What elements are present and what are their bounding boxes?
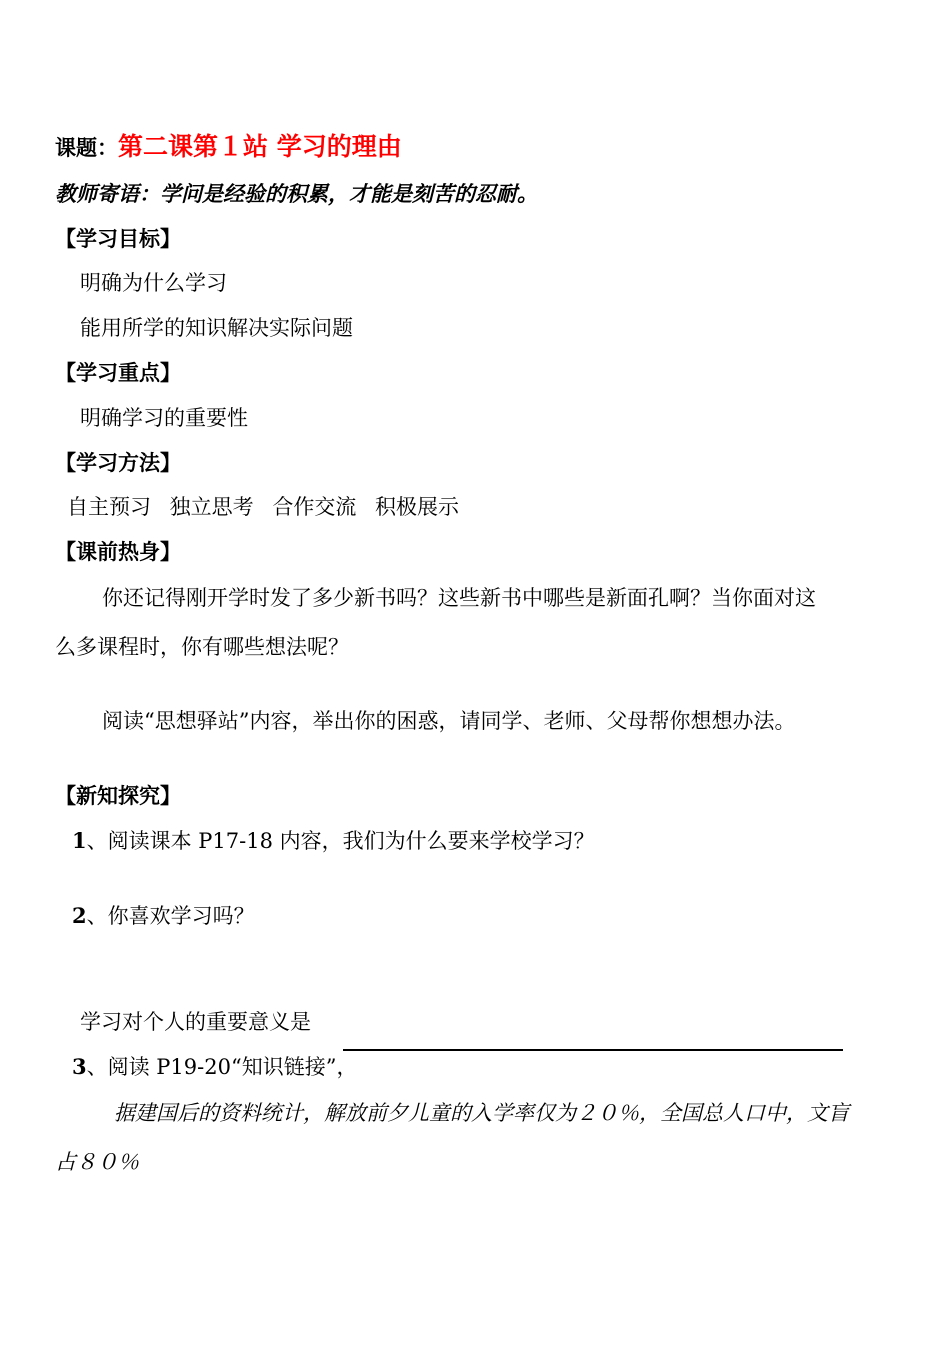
focus-item: 明确学习的重要性: [80, 406, 248, 430]
title-prefix: 课题：: [55, 135, 118, 160]
question-text: 、你喜欢学习吗？: [86, 904, 255, 928]
explore-heading: 【新知探究】: [55, 783, 181, 808]
objective-item: 明确为什么学习: [80, 271, 227, 295]
methods-text: 自主预习 独立思考 合作交流 积极展示: [67, 495, 460, 519]
question-text: 、阅读课本 P17-18 内容，我们为什么要来学校学习？: [86, 829, 595, 853]
objective-item: 能用所学的知识解决实际问题: [80, 316, 353, 340]
objectives-heading: 【学习目标】: [55, 226, 181, 251]
quote-line: 占８０％: [55, 1150, 139, 1174]
lesson-title: [55, 131, 402, 164]
title-main: 第二课第１站 学习的理由: [118, 132, 402, 161]
question-1: [72, 826, 595, 856]
warmup-paragraph-line: 你还记得刚开学时发了多少新书吗？这些新书中哪些是新面孔啊？当你面对这: [102, 586, 816, 610]
teacher-message: 教师寄语：学问是经验的积累，才能是刻苦的忍耐。: [55, 181, 538, 206]
focus-heading: 【学习重点】: [55, 360, 181, 385]
warmup-reading-task: 阅读“思想驿站”内容，举出你的困惑，请同学、老师、父母帮你想想办法。: [102, 709, 796, 733]
question-3: [72, 1052, 357, 1082]
question-number: 2: [72, 903, 87, 928]
quote-line: 据建国后的资料统计，解放前夕儿童的入学率仅为２０％，全国总人口中，文盲: [114, 1101, 849, 1125]
question-text: 、阅读 P19-20“知识链接”，: [86, 1055, 358, 1079]
methods-heading: 【学习方法】: [55, 450, 181, 475]
question-number: 3: [72, 1054, 87, 1079]
question-number: 1: [72, 828, 87, 853]
warmup-paragraph-line: 么多课程时，你有哪些想法呢？: [55, 635, 349, 659]
warmup-heading: 【课前热身】: [55, 539, 181, 564]
significance-prompt: 学习对个人的重要意义是: [80, 1010, 311, 1034]
answer-blank-line[interactable]: [343, 1049, 843, 1051]
question-2: [72, 901, 255, 931]
